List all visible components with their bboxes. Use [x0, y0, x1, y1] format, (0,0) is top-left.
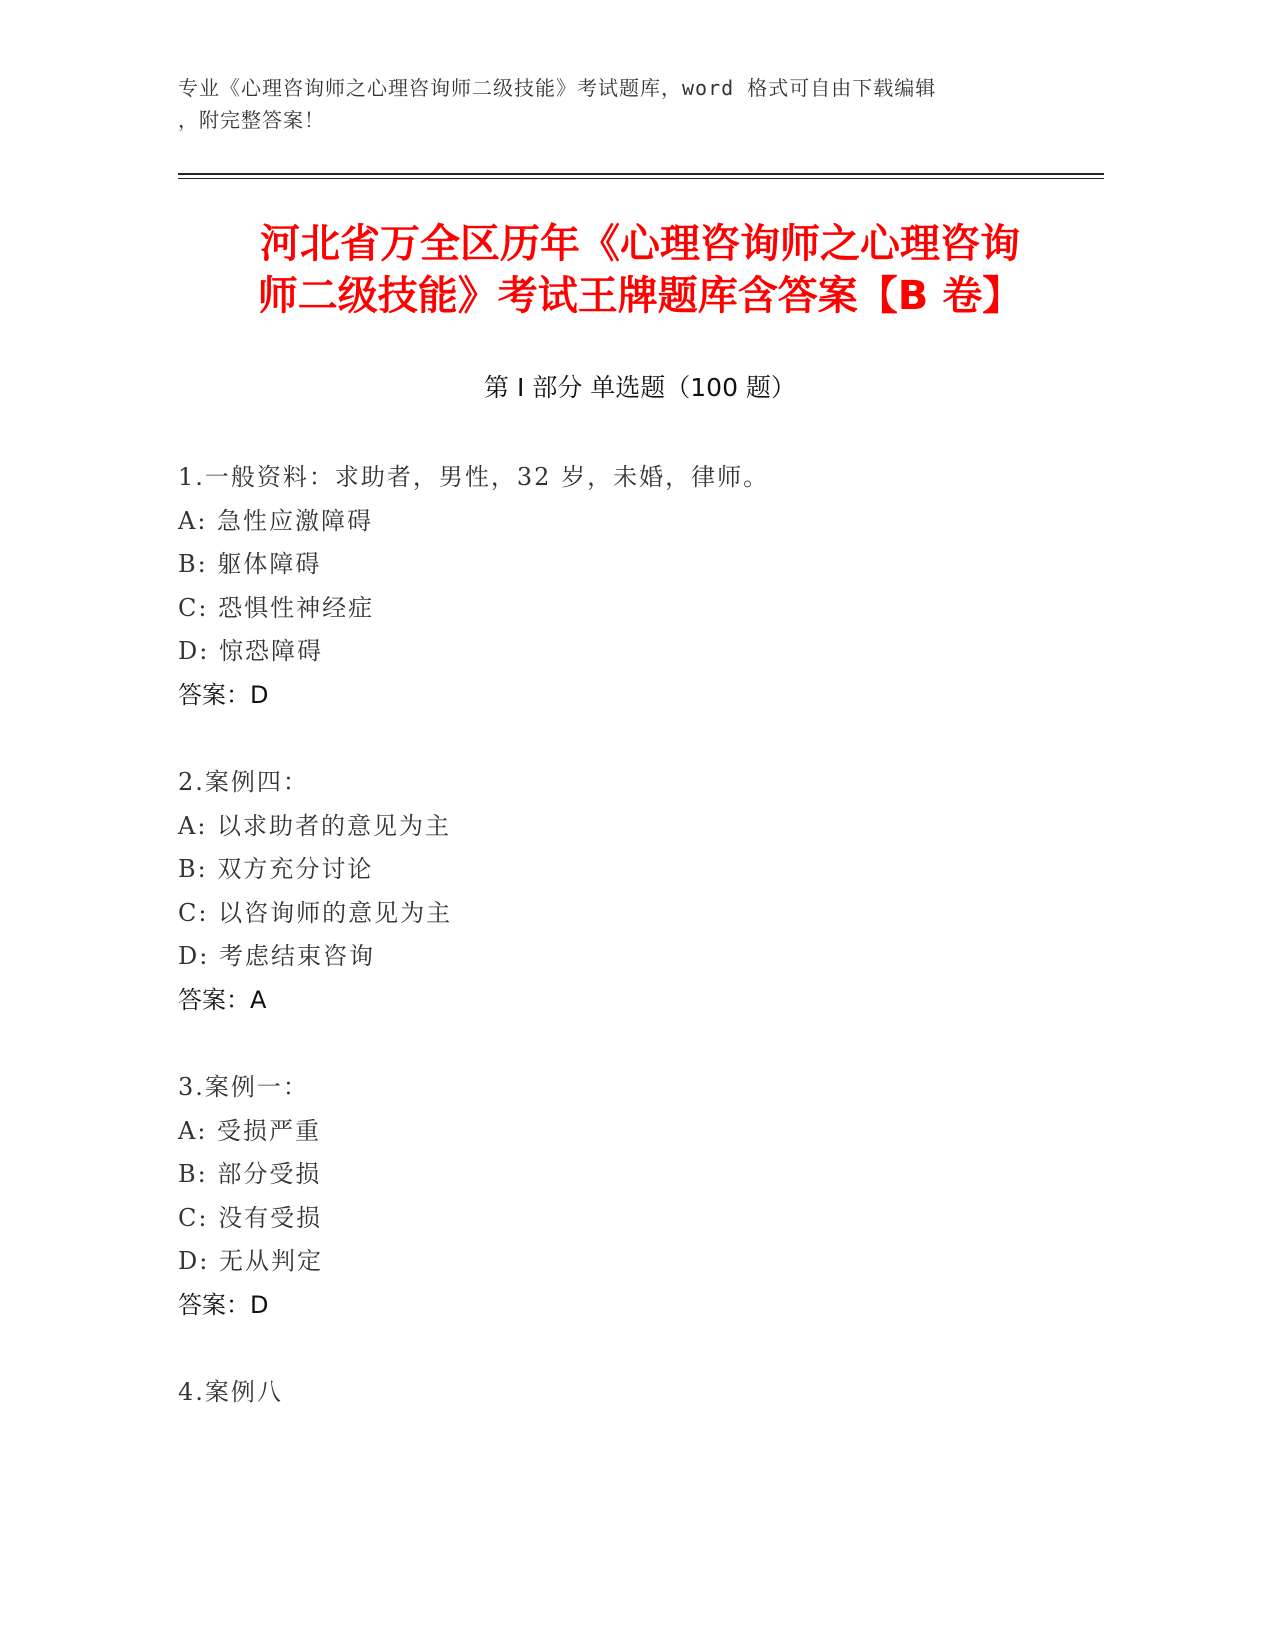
option-c: C: 没有受损: [178, 1203, 323, 1232]
option-a: A: 以求助者的意见为主: [178, 811, 452, 840]
option-d: D: 考虑结束咨询: [178, 942, 375, 970]
option-b: B: 部分受损: [178, 1160, 322, 1188]
option-b: B: 双方充分讨论: [178, 855, 374, 883]
question-1: [178, 456, 1098, 717]
section-heading: 第 I 部分 单选题（100 题）: [484, 373, 796, 402]
option-b: B: 躯体障碍: [178, 550, 322, 578]
question-list: [178, 456, 1098, 1459]
option-a: A: 受损严重: [178, 1116, 322, 1145]
header-note: [178, 72, 1038, 136]
option-c: C: 恐惧性神经症: [178, 593, 375, 622]
answer: 答案：A: [178, 985, 267, 1014]
answer: 答案：D: [178, 1290, 269, 1319]
question-stem: 3.案例一：: [178, 1073, 309, 1101]
question-stem: 4.案例八: [178, 1378, 283, 1406]
question-stem: 1.一般资料：求助者，男性，32 岁，未婚，律师。: [178, 463, 770, 491]
document-title-line-2: 师二级技能》考试王牌题库含答案【B 卷】: [257, 273, 1023, 319]
header-note-line-1: 专业《心理咨询师之心理咨询师二级技能》考试题库，word 格式可自由下载编辑: [178, 76, 937, 100]
header-divider-thin: [178, 178, 1104, 179]
document-title-line-1: 河北省万全区历年《心理咨询师之心理咨询: [260, 221, 1020, 267]
question-stem: 2.案例四：: [178, 768, 309, 796]
option-c: C: 以咨询师的意见为主: [178, 898, 453, 927]
question-4: [178, 1371, 1098, 1415]
header-note-line-2: ，附完整答案！: [178, 108, 325, 132]
question-3: [178, 1066, 1098, 1327]
answer: 答案：D: [178, 680, 269, 709]
option-d: D: 无从判定: [178, 1247, 323, 1275]
question-2: [178, 761, 1098, 1022]
option-a: A: 急性应激障碍: [178, 506, 374, 535]
option-d: D: 惊恐障碍: [178, 637, 323, 665]
document-title: [140, 218, 1140, 322]
header-divider-thick: [178, 173, 1104, 175]
